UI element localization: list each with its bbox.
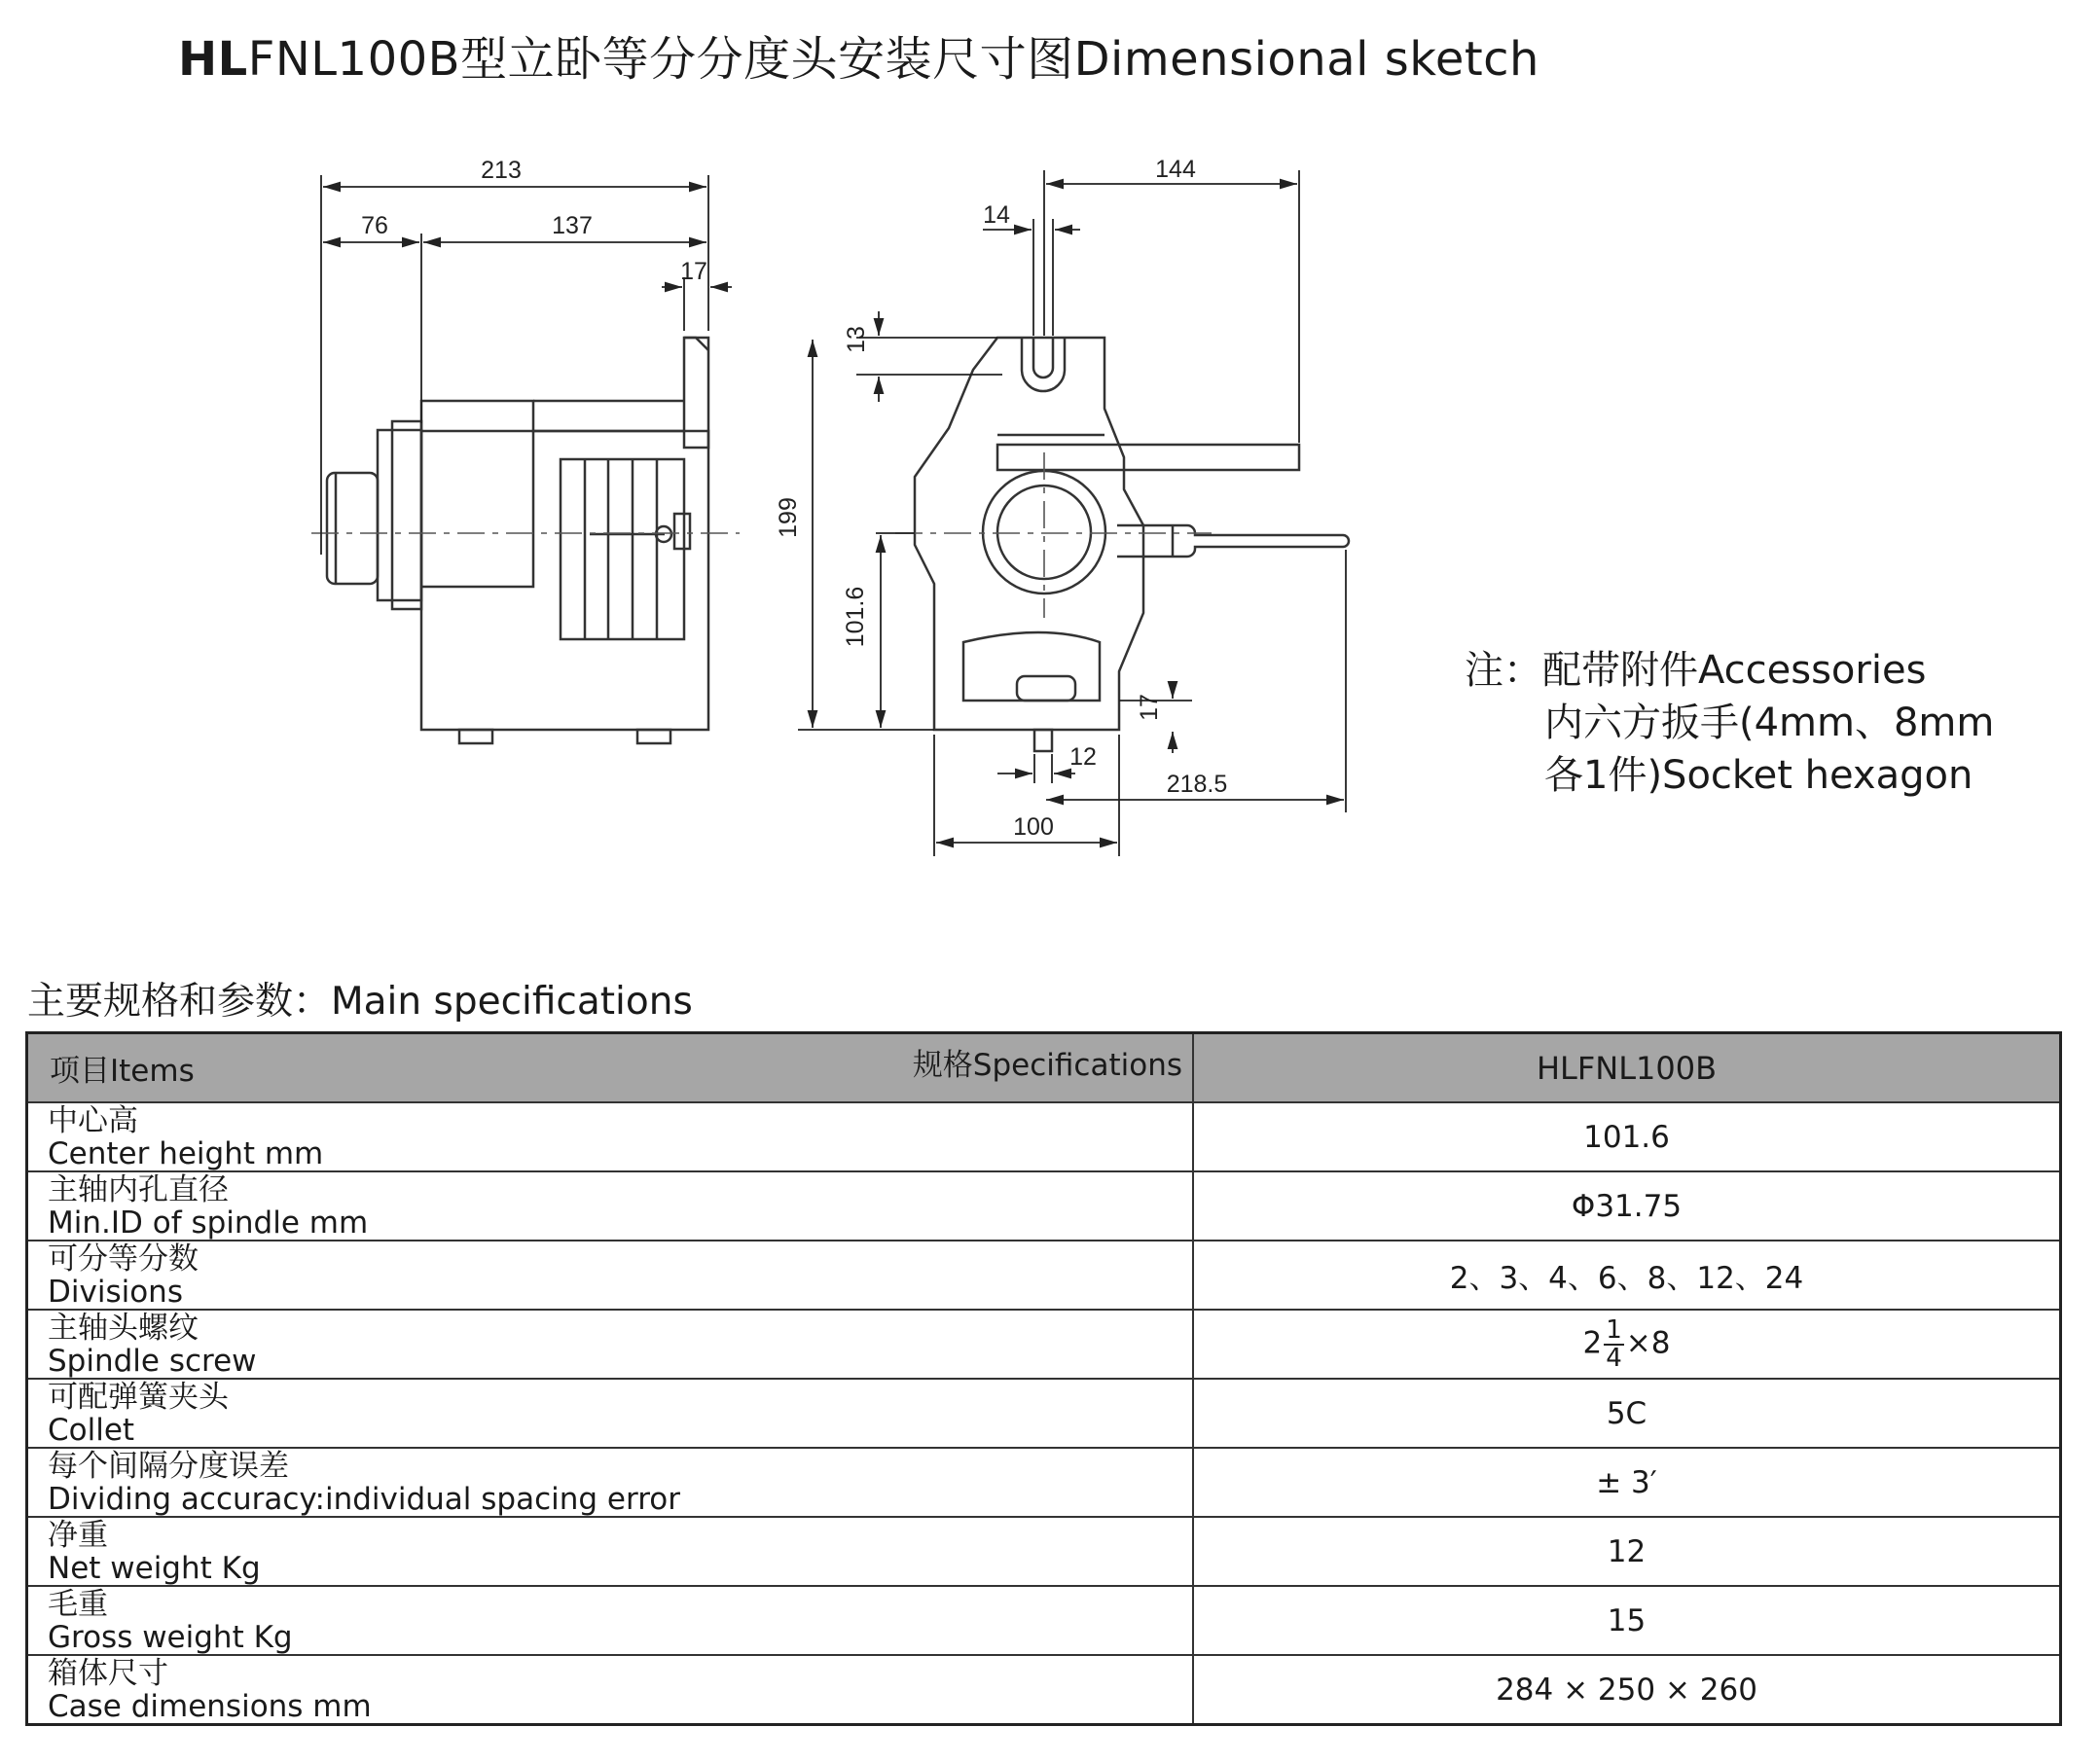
dim-17-plate: 17	[680, 258, 707, 285]
item-cell	[27, 1171, 1194, 1241]
value-cell	[1193, 1310, 2061, 1379]
item-en: Dividing accuracy:individual spacing error	[48, 1481, 680, 1517]
item-zh: 中心高	[48, 1102, 138, 1138]
item-en: Case dimensions mm	[48, 1688, 372, 1724]
dim-144: 144	[1155, 156, 1196, 183]
item-cell	[27, 1655, 1194, 1725]
accessories-note	[1465, 644, 1994, 802]
item-en: Collet	[48, 1412, 135, 1448]
item-en: Divisions	[48, 1274, 183, 1310]
item-zh: 可配弹簧夹头	[48, 1379, 229, 1415]
item-zh: 每个间隔分度误差	[48, 1448, 289, 1484]
item-cell	[27, 1379, 1194, 1448]
value-tail: ×8	[1625, 1325, 1671, 1360]
value-cell: Φ31.75	[1193, 1171, 2061, 1241]
value-cell: 101.6	[1193, 1102, 2061, 1171]
dim-101-6: 101.6	[842, 586, 869, 648]
dim-137: 137	[552, 212, 593, 239]
page-title: HLFNL100B型立卧等分分度头安装尺寸图Dimensional sketch	[178, 32, 1539, 87]
table-row	[27, 1655, 2061, 1725]
value-cell: 12	[1193, 1517, 2061, 1586]
specs-header-row	[27, 1033, 2061, 1103]
dim-199: 199	[775, 497, 802, 538]
dim-218-5: 218.5	[1166, 771, 1228, 798]
header-model: HLFNL100B	[1193, 1033, 2061, 1103]
value-cell: 15	[1193, 1586, 2061, 1655]
fraction-numerator: 1	[1606, 1314, 1622, 1345]
value-cell: ± 3′	[1193, 1448, 2061, 1517]
header-specifications: 规格Specifications	[912, 1048, 1182, 1083]
item-zh: 主轴头螺纹	[48, 1310, 199, 1346]
item-zh: 净重	[48, 1517, 108, 1553]
value-cell: 284 × 250 × 260	[1193, 1655, 2061, 1725]
item-en: Spindle screw	[48, 1343, 257, 1379]
item-zh: 毛重	[48, 1586, 108, 1622]
item-cell	[27, 1310, 1194, 1379]
side-view-dimensions	[321, 157, 732, 555]
dim-100: 100	[1013, 813, 1054, 841]
value-fraction	[1604, 1314, 1624, 1373]
note-line-2: 内六方扳手(4mm、8mm	[1544, 701, 1995, 745]
specs-heading: 主要规格和参数：Main specifications	[27, 980, 693, 1024]
table-row	[27, 1241, 2061, 1310]
item-en: Center height mm	[48, 1135, 324, 1171]
value-cell: 2、3、4、6、8、12、24	[1193, 1241, 2061, 1310]
note-line-3: 各1件)Socket hexagon	[1544, 753, 1973, 798]
item-zh: 可分等分数	[48, 1241, 199, 1277]
table-row	[27, 1379, 2061, 1448]
item-zh: 主轴内孔直径	[48, 1171, 229, 1207]
side-view	[327, 338, 708, 743]
item-en: Gross weight Kg	[48, 1619, 293, 1655]
item-cell	[27, 1586, 1194, 1655]
value-whole: 2	[1582, 1325, 1603, 1360]
note-label: 注：	[1465, 648, 1542, 693]
specs-table	[25, 1031, 2062, 1726]
table-row	[27, 1171, 2061, 1241]
item-cell	[27, 1517, 1194, 1586]
dim-12: 12	[1069, 743, 1097, 771]
fraction-denominator: 4	[1606, 1343, 1622, 1373]
table-row	[27, 1448, 2061, 1517]
dim-76: 76	[361, 212, 388, 239]
front-view	[915, 338, 1349, 751]
note-line-1: 配带附件Accessories	[1542, 648, 1927, 693]
header-items-cell	[27, 1033, 1194, 1103]
item-en: Min.ID of spindle mm	[48, 1205, 369, 1241]
item-cell	[27, 1241, 1194, 1310]
table-row	[27, 1517, 2061, 1586]
table-row	[27, 1310, 2061, 1379]
table-row	[27, 1586, 2061, 1655]
item-cell	[27, 1102, 1194, 1171]
table-row	[27, 1102, 2061, 1171]
item-cell	[27, 1448, 1194, 1517]
dim-13: 13	[843, 326, 870, 353]
item-en: Net weight Kg	[48, 1550, 261, 1586]
front-view-dimensions	[775, 156, 1346, 856]
dim-17-base: 17	[1136, 694, 1163, 721]
header-items: 项目Items	[50, 1054, 195, 1089]
item-zh: 箱体尺寸	[48, 1655, 168, 1691]
value-cell: 5C	[1193, 1379, 2061, 1448]
dim-14: 14	[983, 201, 1010, 229]
dim-213: 213	[481, 157, 522, 184]
